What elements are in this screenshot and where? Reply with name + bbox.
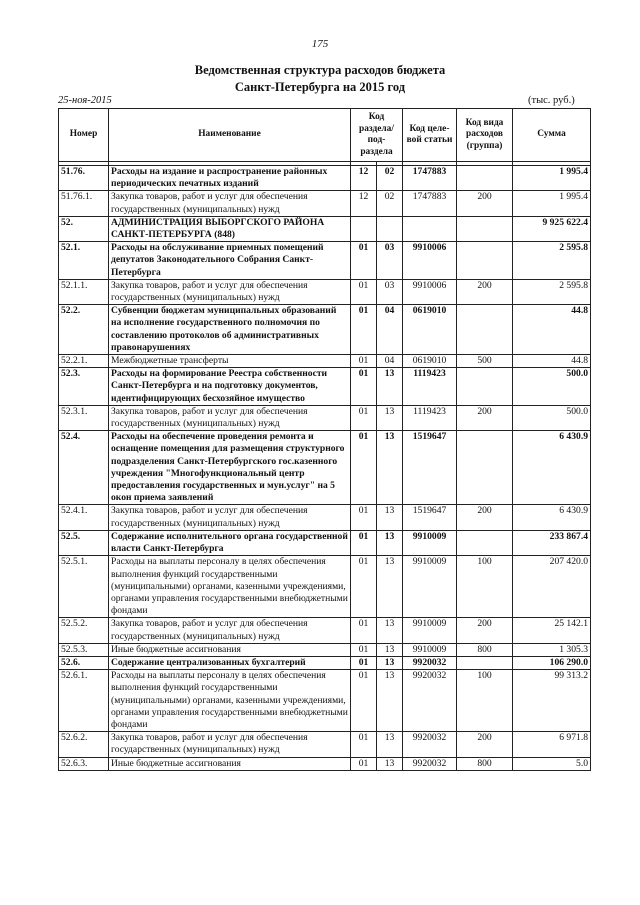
table-header <box>59 109 591 162</box>
row-section-code: 01 <box>351 305 377 355</box>
row-section-code: 01 <box>351 618 377 643</box>
row-article-code: 9910006 <box>403 242 457 280</box>
row-expense-code: 200 <box>457 191 513 216</box>
row-number: 52.5.2. <box>59 618 109 643</box>
row-sum: 2 595.8 <box>513 279 591 304</box>
row-expense-code: 100 <box>457 556 513 618</box>
row-expense-code: 800 <box>457 757 513 770</box>
header-article: Код целе-вой статьи <box>403 109 457 162</box>
row-number: 52.3. <box>59 368 109 406</box>
row-article-code: 1519647 <box>403 505 457 530</box>
row-name: Субвенции бюджетам муниципальных образований на исполнение государственного полномочия по составлению протоколов об административных правонарушениях <box>109 305 351 355</box>
row-name: АДМИНИСТРАЦИЯ ВЫБОРГСКОГО РАЙОНА САНКТ-ПЕТЕРБУРГА (848) <box>109 216 351 241</box>
table-row <box>59 191 591 216</box>
row-article-code: 9920032 <box>403 656 457 669</box>
row-number: 52.3.1. <box>59 405 109 430</box>
row-section-code: 01 <box>351 405 377 430</box>
row-name: Закупка товаров, работ и услуг для обеспечения государственных (муниципальных) нужд <box>109 732 351 757</box>
row-article-code: 1519647 <box>403 431 457 505</box>
row-subsection-code: 13 <box>377 670 403 732</box>
row-expense-code <box>457 305 513 355</box>
row-sum: 44.8 <box>513 355 591 368</box>
row-expense-code <box>457 431 513 505</box>
row-expense-code: 200 <box>457 618 513 643</box>
row-section-code: 01 <box>351 355 377 368</box>
row-expense-code: 100 <box>457 670 513 732</box>
row-section-code: 01 <box>351 643 377 656</box>
table-row <box>59 505 591 530</box>
table-row <box>59 166 591 191</box>
row-name: Иные бюджетные ассигнования <box>109 757 351 770</box>
row-subsection-code: 02 <box>377 166 403 191</box>
row-sum: 99 313.2 <box>513 670 591 732</box>
row-sum: 500.0 <box>513 368 591 406</box>
row-subsection-code: 13 <box>377 643 403 656</box>
row-number: 52.6. <box>59 656 109 669</box>
row-name: Закупка товаров, работ и услуг для обеспечения государственных (муниципальных) нужд <box>109 405 351 430</box>
row-section-code <box>351 216 377 241</box>
row-section-code: 01 <box>351 670 377 732</box>
row-sum: 5.0 <box>513 757 591 770</box>
row-article-code <box>403 216 457 241</box>
row-section-code: 01 <box>351 431 377 505</box>
row-article-code: 9910009 <box>403 556 457 618</box>
table-row <box>59 757 591 770</box>
document-title <box>0 62 640 96</box>
row-sum: 1 305.3 <box>513 643 591 656</box>
row-sum: 106 290.0 <box>513 656 591 669</box>
row-number: 52.6.1. <box>59 670 109 732</box>
row-number: 51.76. <box>59 166 109 191</box>
row-name: Закупка товаров, работ и услуг для обеспечения государственных (муниципальных) нужд <box>109 505 351 530</box>
row-article-code: 9910009 <box>403 618 457 643</box>
row-name: Иные бюджетные ассигнования <box>109 643 351 656</box>
row-sum: 500.0 <box>513 405 591 430</box>
row-name: Закупка товаров, работ и услуг для обеспечения государственных (муниципальных) нужд <box>109 279 351 304</box>
row-number: 52.6.2. <box>59 732 109 757</box>
table-row <box>59 355 591 368</box>
row-article-code: 1119423 <box>403 405 457 430</box>
row-name: Закупка товаров, работ и услуг для обеспечения государственных (муниципальных) нужд <box>109 191 351 216</box>
row-number: 52.5.3. <box>59 643 109 656</box>
row-sum: 2 595.8 <box>513 242 591 280</box>
row-sum: 6 430.9 <box>513 431 591 505</box>
row-name: Расходы на формирование Реестра собственности Санкт-Петербурга и на подготовку документов, идентифицирующих бесхозяйное имущество <box>109 368 351 406</box>
row-article-code: 9920032 <box>403 670 457 732</box>
header-section: Код раздела/ под-раздела <box>351 109 403 162</box>
row-sum: 9 925 622.4 <box>513 216 591 241</box>
row-name: Межбюджетные трансферты <box>109 355 351 368</box>
row-expense-code: 200 <box>457 505 513 530</box>
row-subsection-code: 04 <box>377 305 403 355</box>
row-section-code: 01 <box>351 368 377 406</box>
row-subsection-code: 13 <box>377 618 403 643</box>
row-section-code: 12 <box>351 166 377 191</box>
header-name: Наименование <box>109 109 351 162</box>
row-number: 52.5.1. <box>59 556 109 618</box>
row-article-code: 9920032 <box>403 732 457 757</box>
page-number: 175 <box>311 38 329 50</box>
row-subsection-code: 13 <box>377 656 403 669</box>
row-sum: 207 420.0 <box>513 556 591 618</box>
row-name: Расходы на обеспечение проведения ремонта и оснащение помещения для размещения структурного подразделения Санкт-Петербургского гос.казенного учреждения "Многофункциональный центр предоставления государственных и мун.услуг" на 5 окон приема заявлений <box>109 431 351 505</box>
row-subsection-code: 04 <box>377 355 403 368</box>
row-name: Расходы на обслуживание приемных помещений депутатов Законодательного Собрания Санкт-Петербурга <box>109 242 351 280</box>
header-sum: Сумма <box>513 109 591 162</box>
row-expense-code <box>457 216 513 241</box>
row-sum: 1 995.4 <box>513 166 591 191</box>
row-subsection-code: 02 <box>377 191 403 216</box>
row-sum: 25 142.1 <box>513 618 591 643</box>
header-expense-type: Код вида расходов (группа) <box>457 109 513 162</box>
row-name: Расходы на издание и распространение районных периодических печатных изданий <box>109 166 351 191</box>
row-sum: 1 995.4 <box>513 191 591 216</box>
table-row <box>59 670 591 732</box>
table-row <box>59 732 591 757</box>
row-sum: 6 430.9 <box>513 505 591 530</box>
table-row <box>59 216 591 241</box>
table-row <box>59 405 591 430</box>
row-article-code: 9910009 <box>403 643 457 656</box>
row-article-code: 9920032 <box>403 757 457 770</box>
budget-table <box>58 108 591 771</box>
title-line-1: Ведомственная структура расходов бюджета <box>194 63 446 77</box>
row-section-code: 01 <box>351 530 377 555</box>
row-section-code: 01 <box>351 732 377 757</box>
row-name: Содержание централизованных бухгалтерий <box>109 656 351 669</box>
table-row <box>59 556 591 618</box>
row-subsection-code: 03 <box>377 242 403 280</box>
row-subsection-code: 03 <box>377 279 403 304</box>
row-number: 51.76.1. <box>59 191 109 216</box>
row-sum: 6 971.8 <box>513 732 591 757</box>
row-subsection-code: 13 <box>377 505 403 530</box>
row-sum: 233 867.4 <box>513 530 591 555</box>
row-name: Закупка товаров, работ и услуг для обеспечения государственных (муниципальных) нужд <box>109 618 351 643</box>
row-name: Расходы на выплаты персоналу в целях обеспечения выполнения функций государственными (муниципальными) органами, казенными учреждениями, органами управления государственными внебюджетными фондами <box>109 670 351 732</box>
row-number: 52.5. <box>59 530 109 555</box>
row-expense-code: 500 <box>457 355 513 368</box>
table-row <box>59 305 591 355</box>
row-expense-code <box>457 368 513 406</box>
header-num: Номер <box>59 109 109 162</box>
row-number: 52.1.1. <box>59 279 109 304</box>
row-number: 52.4. <box>59 431 109 505</box>
row-subsection-code: 13 <box>377 556 403 618</box>
table-row <box>59 618 591 643</box>
row-section-code: 01 <box>351 757 377 770</box>
row-expense-code <box>457 166 513 191</box>
row-expense-code <box>457 530 513 555</box>
row-expense-code: 800 <box>457 643 513 656</box>
row-subsection-code: 13 <box>377 732 403 757</box>
row-subsection-code: 13 <box>377 431 403 505</box>
row-number: 52. <box>59 216 109 241</box>
row-section-code: 01 <box>351 656 377 669</box>
row-expense-code: 200 <box>457 279 513 304</box>
table-row <box>59 431 591 505</box>
row-article-code: 9910009 <box>403 530 457 555</box>
row-article-code: 1747883 <box>403 191 457 216</box>
table-row <box>59 279 591 304</box>
row-name: Содержание исполнительного органа государственной власти Санкт-Петербурга <box>109 530 351 555</box>
document-date: 25-ноя-2015 <box>58 95 112 106</box>
row-section-code: 01 <box>351 242 377 280</box>
table-row <box>59 242 591 280</box>
table-row <box>59 368 591 406</box>
row-section-code: 01 <box>351 505 377 530</box>
table-row <box>59 530 591 555</box>
row-sum: 44.8 <box>513 305 591 355</box>
row-subsection-code: 13 <box>377 368 403 406</box>
row-subsection-code: 13 <box>377 405 403 430</box>
row-expense-code: 200 <box>457 732 513 757</box>
row-article-code: 0619010 <box>403 355 457 368</box>
row-subsection-code <box>377 216 403 241</box>
row-number: 52.6.3. <box>59 757 109 770</box>
units-label: (тыс. руб.) <box>528 95 575 106</box>
row-article-code: 0619010 <box>403 305 457 355</box>
row-number: 52.1. <box>59 242 109 280</box>
row-number: 52.2.1. <box>59 355 109 368</box>
row-section-code: 12 <box>351 191 377 216</box>
row-number: 52.2. <box>59 305 109 355</box>
table-row <box>59 643 591 656</box>
title-line-2: Санкт-Петербурга на 2015 год <box>234 80 406 94</box>
row-expense-code <box>457 242 513 280</box>
row-expense-code: 200 <box>457 405 513 430</box>
row-expense-code <box>457 656 513 669</box>
table-row <box>59 656 591 669</box>
row-article-code: 1747883 <box>403 166 457 191</box>
row-number: 52.4.1. <box>59 505 109 530</box>
row-section-code: 01 <box>351 279 377 304</box>
row-name: Расходы на выплаты персоналу в целях обеспечения выполнения функций государственными (муниципальными) органами, казенными учреждениями, органами управления государственными внебюджетными фондами <box>109 556 351 618</box>
row-section-code: 01 <box>351 556 377 618</box>
row-subsection-code: 13 <box>377 530 403 555</box>
row-article-code: 1119423 <box>403 368 457 406</box>
row-article-code: 9910006 <box>403 279 457 304</box>
row-subsection-code: 13 <box>377 757 403 770</box>
